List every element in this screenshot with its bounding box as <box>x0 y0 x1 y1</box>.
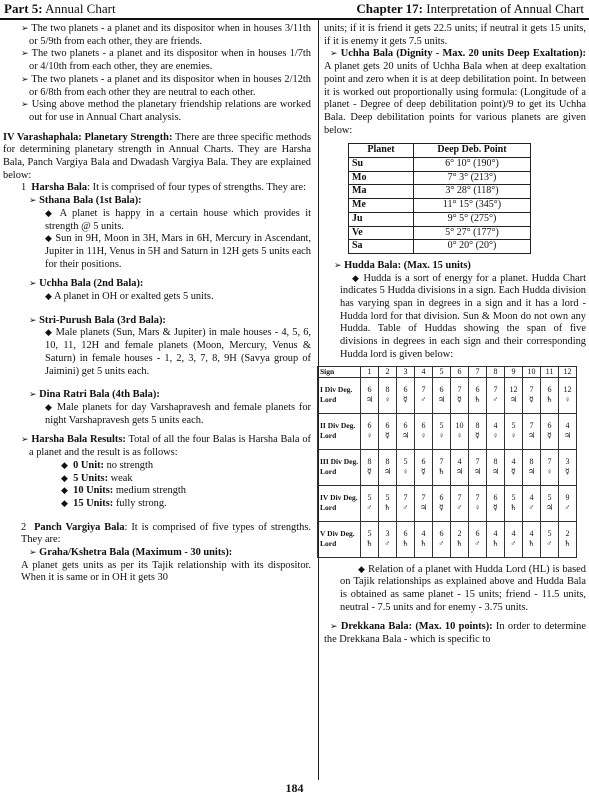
degree-value: 7 <box>457 493 462 503</box>
uchha-paragraph: ➢ Uchha Bala (Dignity - Max. 20 units Deep Exaltation): A planet gets 20 units of Uchha Bala when at deep exaltation point and zero when it is at deep debilitation point. In between it is worked out proportionally using formula: (Longitude of a planet - Degree of deep debilitation point)/9 to get its Uchha Bala. Deep debilitation points for various planets are given below: <box>324 48 586 136</box>
debilitation-table <box>348 143 531 254</box>
lord-symbol: ☿ <box>439 503 444 513</box>
lord-symbol: ♂ <box>438 539 445 549</box>
table-cell <box>469 449 487 485</box>
table-cell <box>415 449 433 485</box>
drekkana-paragraph: ➢ Drekkana Bala: (Max. 10 points): In order to determine the Drekkana Bala - which is specific to <box>324 621 586 646</box>
table-cell <box>469 485 487 521</box>
panch-heading: 2 Panch Vargiya Bala: It is comprised of five types of strengths. They are: <box>21 521 311 546</box>
table-cell <box>397 521 415 557</box>
lord-symbol: ♂ <box>492 395 499 405</box>
table-header-cell: Deep Deb. Point <box>414 144 531 158</box>
degree-value: 5 <box>511 421 516 431</box>
lord-symbol: ♃ <box>509 395 518 405</box>
lord-symbol: ♀ <box>510 431 517 441</box>
table-cell: Su <box>349 158 414 172</box>
degree-value: 5 <box>385 493 390 503</box>
degree-value: 7 <box>475 493 480 503</box>
table-cell <box>361 521 379 557</box>
arrow-bullet-icon: ➢ <box>330 49 338 60</box>
diamond-bullet-icon: ◆ <box>358 564 366 575</box>
degree-value: 6 <box>547 385 552 395</box>
degree-value: 3 <box>385 529 390 539</box>
degree-value: 6 <box>403 421 408 431</box>
table-row <box>349 185 531 199</box>
lord-symbol: ♂ <box>564 503 571 513</box>
paragraph: ➢ Using above method the planetary friendship relations are worked out for use in Annual Chart analysis. <box>21 99 311 123</box>
table-cell <box>379 521 397 557</box>
paragraph: ➢ The two planets - a planet and its dispositor when in houses 1/7th or 4/10th from each other, they are enemies. <box>21 48 311 73</box>
table-header-row <box>318 366 577 377</box>
table-header-cell: 2 <box>379 366 397 377</box>
lord-symbol: ♂ <box>474 539 481 549</box>
lord-symbol: ☿ <box>385 431 390 441</box>
table-cell <box>451 377 469 413</box>
running-header <box>0 0 589 20</box>
table-header-cell: 7 <box>469 366 487 377</box>
list-item: ◆ 0 Unit: no strength <box>61 459 154 471</box>
table-header-cell: Sign <box>318 366 361 377</box>
degree-value: 4 <box>529 529 534 539</box>
paragraph: units; if it is friend it gets 22.5 units; if neutral it gets 15 units, if it is enemy it gets 7.5 units. <box>324 23 586 47</box>
lord-symbol: ☿ <box>511 467 516 477</box>
degree-value: 7 <box>547 457 552 467</box>
degree-value: 7 <box>421 493 426 503</box>
degree-value: 4 <box>511 457 516 467</box>
lord-symbol: ♃ <box>401 431 410 441</box>
table-cell <box>505 449 523 485</box>
diamond-bullet-icon: ◆ <box>352 273 360 284</box>
harsha-heading: 1 Harsha Bala: It is comprised of four types of strengths. They are: <box>21 182 306 194</box>
dina-title: ➢ Dina Ratri Bala (4th Bala): <box>29 389 160 401</box>
degree-value: 6 <box>367 385 372 395</box>
table-cell <box>415 377 433 413</box>
degree-value: 4 <box>457 457 462 467</box>
table-header-cell: 10 <box>523 366 541 377</box>
lord-symbol: ♄ <box>527 539 536 549</box>
lord-symbol: ♃ <box>455 467 464 477</box>
table-cell <box>433 449 451 485</box>
table-cell <box>433 413 451 449</box>
paragraph: ➢ The two planets - a planet and its dispositor when in houses 3/11th or 5/9th from each other, they are friends. <box>21 23 311 47</box>
table-cell <box>397 485 415 521</box>
table-row <box>349 226 531 240</box>
arrow-bullet-icon: ➢ <box>21 100 29 111</box>
lord-symbol: ♄ <box>455 539 464 549</box>
row-label: I Div Deg. Lord <box>318 377 361 413</box>
table-header-cell: 12 <box>559 366 577 377</box>
lord-symbol: ♀ <box>474 503 481 513</box>
paragraph: ◆ Relation of a planet with Hudda Lord (HL) is based on Tajik relationships as explained above and Hudda Bala is obtained as same planet - 15 units; friend - 11.5 units, neutral - 7.5 units and for enemy - 3.75 units. <box>340 563 586 613</box>
bullet-item: ◆ A planet is happy in a certain house which provides it strength @ 5 units. <box>45 207 311 232</box>
table-cell <box>379 485 397 521</box>
table-cell <box>379 377 397 413</box>
diamond-bullet-icon: ◆ <box>61 460 68 471</box>
degree-value: 8 <box>367 457 372 467</box>
arrow-bullet-icon: ➢ <box>21 49 29 60</box>
bullet-item: ◆ Sun in 9H, Moon in 3H, Mars in 6H, Mercury in Ascendant, Jupiter in 11H, Venus in 5H and Saturn in 12H gets 5 units each for their positions. <box>45 233 312 270</box>
degree-value: 5 <box>403 457 408 467</box>
lord-symbol: ♃ <box>563 431 572 441</box>
table-cell: 5° 27° (177°) <box>414 226 531 240</box>
table-header-cell: 9 <box>505 366 523 377</box>
lord-symbol: ♄ <box>383 503 392 513</box>
lord-symbol: ♂ <box>384 539 391 549</box>
table-cell <box>559 449 577 485</box>
lord-symbol: ♃ <box>437 395 446 405</box>
header-chapter: Chapter 17: Interpretation of Annual Chart <box>356 1 584 16</box>
degree-value: 4 <box>493 529 498 539</box>
lord-symbol: ♄ <box>401 539 410 549</box>
degree-value: 12 <box>563 385 572 395</box>
lord-symbol: ♂ <box>510 539 517 549</box>
degree-value: 5 <box>547 529 552 539</box>
lord-symbol: ♄ <box>545 395 554 405</box>
list-item: ◆ 10 Units: medium strength <box>61 485 186 497</box>
table-cell <box>433 521 451 557</box>
degree-value: 2 <box>565 529 570 539</box>
degree-value: 8 <box>385 385 390 395</box>
lord-symbol: ♃ <box>383 467 392 477</box>
lord-symbol: ☿ <box>547 431 552 441</box>
table-cell <box>505 377 523 413</box>
table-cell <box>541 521 559 557</box>
degree-value: 7 <box>403 493 408 503</box>
table-cell <box>541 413 559 449</box>
table-cell: Me <box>349 199 414 213</box>
table-cell <box>397 413 415 449</box>
table-cell <box>523 449 541 485</box>
list-item: ◆ 5 Units: weak <box>61 472 133 484</box>
table-cell <box>505 485 523 521</box>
table-cell <box>361 377 379 413</box>
table-cell <box>559 413 577 449</box>
arrow-bullet-icon: ➢ <box>330 622 338 633</box>
row-label: IV Div Deg. Lord <box>318 485 361 521</box>
arrow-bullet-icon: ➢ <box>29 279 37 290</box>
table-row <box>318 521 577 557</box>
diamond-bullet-icon: ◆ <box>61 498 68 509</box>
degree-value: 6 <box>403 529 408 539</box>
diamond-bullet-icon: ◆ <box>45 292 52 303</box>
right-column <box>320 23 586 647</box>
bullet-item: ◆ Male planets for day Varshapravesh and female planets for night Varshapravesh gets 5 units each. <box>45 401 311 426</box>
table-cell <box>523 521 541 557</box>
lord-symbol: ♀ <box>420 431 427 441</box>
table-cell <box>487 449 505 485</box>
degree-value: 6 <box>493 493 498 503</box>
table-cell: Ve <box>349 226 414 240</box>
table-row <box>318 413 577 449</box>
table-cell: 3° 28° (118°) <box>414 185 531 199</box>
table-cell <box>487 521 505 557</box>
lord-symbol: ♃ <box>419 503 428 513</box>
table-header-row <box>349 144 531 158</box>
lord-symbol: ♄ <box>365 539 374 549</box>
lord-symbol: ♂ <box>402 503 409 513</box>
table-cell: Sa <box>349 240 414 254</box>
header-rule <box>0 18 589 20</box>
degree-value: 4 <box>565 421 570 431</box>
table-row <box>349 212 531 226</box>
degree-value: 4 <box>511 529 516 539</box>
table-cell <box>379 449 397 485</box>
table-cell <box>469 413 487 449</box>
lord-symbol: ♃ <box>545 503 554 513</box>
degree-value: 6 <box>439 493 444 503</box>
table-row <box>318 449 577 485</box>
lord-symbol: ♄ <box>563 539 572 549</box>
lord-symbol: ♃ <box>473 467 482 477</box>
table-cell <box>523 485 541 521</box>
lord-symbol: ☿ <box>565 467 570 477</box>
left-column <box>3 23 311 585</box>
lord-symbol: ♀ <box>402 467 409 477</box>
table-row <box>318 485 577 521</box>
degree-value: 6 <box>367 421 372 431</box>
table-cell <box>559 485 577 521</box>
table-cell <box>487 377 505 413</box>
degree-value: 4 <box>493 421 498 431</box>
paragraph: A planet gets units as per its Tajik relationship with its dispositor. When it is same or in OH it gets 30 <box>21 559 311 584</box>
table-cell <box>451 521 469 557</box>
table-cell <box>451 449 469 485</box>
page-number: 184 <box>285 781 304 795</box>
arrow-bullet-icon: ➢ <box>29 390 37 401</box>
table-cell <box>451 413 469 449</box>
lord-symbol: ♃ <box>527 467 536 477</box>
table-header-cell: 4 <box>415 366 433 377</box>
table-cell <box>415 485 433 521</box>
table-cell <box>415 413 433 449</box>
lord-symbol: ☿ <box>529 395 534 405</box>
table-cell <box>361 449 379 485</box>
table-row <box>349 158 531 172</box>
lord-symbol: ♃ <box>365 395 374 405</box>
table-row <box>349 240 531 254</box>
lord-symbol: ☿ <box>367 467 372 477</box>
arrow-bullet-icon: ➢ <box>21 435 29 446</box>
table-header-cell: 6 <box>451 366 469 377</box>
arrow-bullet-icon: ➢ <box>21 74 29 85</box>
paragraph: ➢ The two planets - a planet and its dispositor when in houses 2/12th or 6/8th from each other they are neutral to each other. <box>21 73 311 98</box>
table-cell <box>523 377 541 413</box>
table-cell: 7° 3° (213°) <box>414 171 531 185</box>
arrow-bullet-icon: ➢ <box>29 196 37 207</box>
lord-symbol: ♀ <box>456 431 463 441</box>
lord-symbol: ♄ <box>509 503 518 513</box>
table-cell <box>469 521 487 557</box>
degree-value: 8 <box>493 457 498 467</box>
lord-symbol: ♀ <box>366 431 373 441</box>
table-row <box>318 377 577 413</box>
table-row <box>349 199 531 213</box>
degree-value: 4 <box>529 493 534 503</box>
degree-value: 8 <box>475 421 480 431</box>
table-cell <box>469 377 487 413</box>
lord-symbol: ♂ <box>420 395 427 405</box>
degree-value: 6 <box>475 529 480 539</box>
lord-symbol: ☿ <box>457 395 462 405</box>
degree-value: 8 <box>385 457 390 467</box>
degree-value: 7 <box>529 421 534 431</box>
degree-value: 5 <box>367 529 372 539</box>
degree-value: 6 <box>475 385 480 395</box>
table-header-cell: 3 <box>397 366 415 377</box>
degree-value: 7 <box>529 385 534 395</box>
table-cell <box>487 485 505 521</box>
diamond-bullet-icon: ◆ <box>61 486 68 497</box>
header-part: Part 5: Annual Chart <box>4 1 116 16</box>
table-cell: Ma <box>349 185 414 199</box>
table-header-cell: 11 <box>541 366 559 377</box>
table-cell <box>523 413 541 449</box>
uchha2-title: ➢ Uchha Bala (2nd Bala): <box>29 278 144 290</box>
lord-symbol: ♀ <box>546 467 553 477</box>
row-label: III Div Deg. Lord <box>318 449 361 485</box>
lord-symbol: ♀ <box>564 395 571 405</box>
diamond-bullet-icon: ◆ <box>45 234 53 245</box>
degree-value: 9 <box>565 493 570 503</box>
degree-value: 8 <box>529 457 534 467</box>
sthana-title: ➢ Sthana Bala (1st Bala): <box>29 195 142 207</box>
degree-value: 6 <box>421 421 426 431</box>
table-row <box>349 171 531 185</box>
table-cell <box>505 521 523 557</box>
degree-value: 7 <box>493 385 498 395</box>
lord-symbol: ☿ <box>493 503 498 513</box>
table-cell <box>415 521 433 557</box>
degree-value: 3 <box>565 457 570 467</box>
table-cell: 11° 15° (345°) <box>414 199 531 213</box>
degree-value: 6 <box>403 385 408 395</box>
lord-symbol: ♂ <box>546 539 553 549</box>
lord-symbol: ☿ <box>421 467 426 477</box>
table-cell: 6° 10° (190°) <box>414 158 531 172</box>
lord-symbol: ♀ <box>384 395 391 405</box>
degree-value: 6 <box>385 421 390 431</box>
graha-title: ➢ Graha/Kshetra Bala (Maximum - 30 units): <box>29 547 233 559</box>
degree-value: 6 <box>547 421 552 431</box>
table-cell <box>433 377 451 413</box>
lord-symbol: ♂ <box>456 503 463 513</box>
lord-symbol: ♄ <box>437 467 446 477</box>
table-cell: 0° 20° (20°) <box>414 240 531 254</box>
diamond-bullet-icon: ◆ <box>45 402 54 413</box>
degree-value: 5 <box>367 493 372 503</box>
table-cell <box>433 485 451 521</box>
lord-symbol: ♃ <box>527 431 536 441</box>
table-cell <box>505 413 523 449</box>
table-cell <box>541 449 559 485</box>
table-cell <box>541 485 559 521</box>
lord-symbol: ☿ <box>475 431 480 441</box>
degree-value: 7 <box>457 385 462 395</box>
table-header-cell: 8 <box>487 366 505 377</box>
lord-symbol: ♄ <box>491 539 500 549</box>
lord-symbol: ♀ <box>438 431 445 441</box>
section-iv: IV Varashaphala: Planetary Strength: There are three specific methods for determining planetary strength in Annual Charts. They are Harsha Bala, Panch Vargiya Bala and Dwadash Vargiya Bala. They are explained below: <box>3 131 312 181</box>
table-header-cell: 5 <box>433 366 451 377</box>
table-cell <box>397 377 415 413</box>
degree-value: 5 <box>439 421 444 431</box>
degree-value: 2 <box>457 529 462 539</box>
table-cell: Mo <box>349 171 414 185</box>
lord-symbol: ♂ <box>528 503 535 513</box>
results-list <box>3 460 311 511</box>
arrow-bullet-icon: ➢ <box>29 548 37 559</box>
table-cell <box>559 521 577 557</box>
table-header-cell: Planet <box>349 144 414 158</box>
hudda-title: ➢ Hudda Bala: (Max. 15 units) <box>334 259 471 271</box>
degree-value: 7 <box>421 385 426 395</box>
table-cell: Ju <box>349 212 414 226</box>
hudda-table <box>317 366 577 558</box>
row-label: V Div Deg. Lord <box>318 521 361 557</box>
lord-symbol: ♄ <box>473 395 482 405</box>
degree-value: 4 <box>421 529 426 539</box>
table-cell <box>361 485 379 521</box>
lord-symbol: ♂ <box>366 503 373 513</box>
arrow-bullet-icon: ➢ <box>21 24 29 34</box>
diamond-bullet-icon: ◆ <box>45 328 53 339</box>
table-cell <box>397 449 415 485</box>
degree-value: 6 <box>439 385 444 395</box>
table-cell <box>541 377 559 413</box>
diamond-bullet-icon: ◆ <box>45 208 55 219</box>
table-cell <box>559 377 577 413</box>
table-cell: 9° 5° (275°) <box>414 212 531 226</box>
degree-value: 10 <box>455 421 464 431</box>
degree-value: 6 <box>439 529 444 539</box>
arrow-bullet-icon: ➢ <box>334 260 342 271</box>
bullet-item: ◆ Male planets (Sun, Mars & Jupiter) in male houses - 4, 5, 6, 10, 11, 12H and female planets (Moon, Mercury, Venus & Saturn) in female houses - 1, 2, 3, 7, 8, 9H (Savya group of Jaimini) get 5 units each. <box>45 327 311 377</box>
table-cell <box>487 413 505 449</box>
table-cell <box>379 413 397 449</box>
degree-value: 5 <box>547 493 552 503</box>
lord-symbol: ♀ <box>492 431 499 441</box>
arrow-bullet-icon: ➢ <box>29 315 37 326</box>
bullet-item: ◆ A planet in OH or exalted gets 5 units. <box>45 291 214 303</box>
table-cell <box>361 413 379 449</box>
list-item: ◆ 15 Units: fully strong. <box>61 497 167 509</box>
degree-value: 12 <box>509 385 518 395</box>
results-paragraph: ➢ Harsha Bala Results: Total of all the four Balas is Harsha Bala of a planet and the result is as follows: <box>21 434 311 459</box>
row-label: II Div Deg. Lord <box>318 413 361 449</box>
degree-value: 5 <box>511 493 516 503</box>
degree-value: 7 <box>475 457 480 467</box>
degree-value: 6 <box>421 457 426 467</box>
degree-value: 7 <box>439 457 444 467</box>
table-header-cell: 1 <box>361 366 379 377</box>
paragraph: ◆ Hudda is a sort of energy for a planet. Hudda Chart indicates 5 Hudda divisions in a sign. Each Hudda division has varying span in degrees in a sign and it has a lord - Hudda lord for that division. Sun & Moon do not own any Hudda. Table of Huddas showing the span of five divisions in degrees in each sign and their corresponding Hudda lord is given below: <box>340 272 586 360</box>
lord-symbol: ♃ <box>491 467 500 477</box>
table-cell <box>451 485 469 521</box>
diamond-bullet-icon: ◆ <box>61 473 68 484</box>
lord-symbol: ☿ <box>403 395 408 405</box>
stri-title: ➢ Stri-Purush Bala (3rd Bala): <box>29 314 166 326</box>
lord-symbol: ♄ <box>419 539 428 549</box>
